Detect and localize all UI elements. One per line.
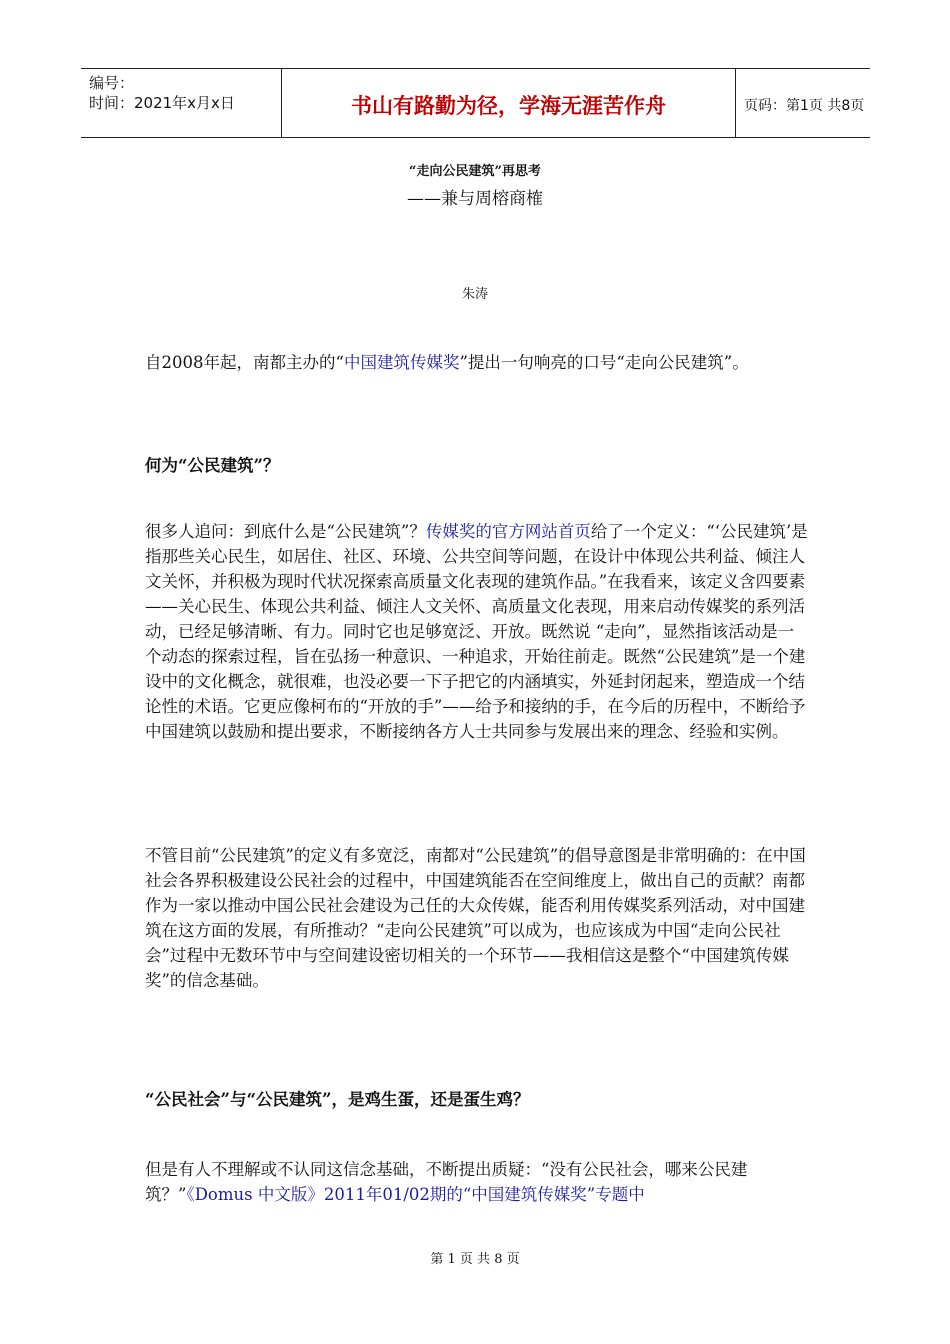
question-paragraph [145,1157,810,1207]
page-footer: 第 1 页 共 8 页 [430,1252,520,1267]
header-motto: 书山有路勤为径，学海无涯苦作舟 [281,69,736,137]
article-subtitle: ——兼与周榕商榷 [407,189,543,209]
definition-paragraph [145,519,810,744]
article-author: 朱涛 [461,287,488,302]
header-meta [81,69,281,137]
article-title: “走向公民建筑”再思考 [409,164,541,179]
intent-paragraph: 不管目前“公民建筑”的定义有多宽泛，南都对“公民建筑”的倡导意图是非常明确的：在中国社会各界积极建设公民社会的过程中，中国建筑能否在空间维度上，做出自己的贡献？南都作为一家以推动中国公民社会建设为己任的大众传媒，能否利用传媒奖系列活动，对中国建筑在这方面的发展，有所推动？“走向公民建筑”可以成为，也应该成为中国“走向公民社会”过程中无数环节中与空间建设密切相关的一个环节——我相信这是整个“中国建筑传媒奖”的信念基础。 [145,846,806,990]
section-heading-2: “公民社会”与“公民建筑”，是鸡生蛋，还是蛋生鸡？ [145,1090,530,1109]
domus-link[interactable]: 《Domus 中文版》2011年01/02期的“中国建筑传媒奖”专题中 [186,1185,645,1204]
section-heading-1: 何为“公民建筑”？ [145,456,280,475]
official-site-link[interactable]: 传媒奖的官方网站首页 [425,522,591,541]
page-header [81,68,870,138]
definition-text-a: 很多人追问：到底什么是“公民建筑”？ [145,522,426,541]
intro-paragraph [145,350,810,375]
media-award-link[interactable]: 中国建筑传媒奖 [343,353,460,372]
question-text-a: 但是有人不理解或不认同这信念基础，不断提出质疑：“没有公民社会，哪来公民建筑？” [145,1160,748,1204]
number-label: 编号： [89,74,135,92]
intro-text-a: 自2008年起，南都主办的“ [145,353,344,372]
intro-text-b: ”提出一句响亮的口号“走向公民建筑”。 [459,353,749,372]
definition-text-b: 给了一个定义：“‘公民建筑’是指那些关心民生，如居住、社区、环境、公共空间等问题，在设计中体现公共利益、倾注人文关怀，并积极为现时代状况探索高质量文化表现的建筑作品。”在我看来，该定义含四要素——关心民生、体现公共利益、倾注人文关怀、高质量文化表现，用来启动传媒奖的系列活动，已经足够清晰、有力。同时它也足够宽泛、开放。既然说 “走向”，显然指该活动是一个动态的探索过程，旨在弘扬一种意识、一种追求，开始往前走。既然“公民建筑”是一个建设中的文化概念，就很难，也没必要一下子把它的内涵填实，外延封闭起来，塑造成一个结论性的术语。它更应像柯布的“开放的手”——给予和接纳的手，在今后的历程中，不断给予中国建筑以鼓励和提出要求，不断接纳各方人士共同参与发展出来的理念、经验和实例。 [145,522,808,741]
header-page-label: 页码：第1页 共8页 [744,98,865,114]
time-label: 时间：2021年x月x日 [89,94,235,112]
